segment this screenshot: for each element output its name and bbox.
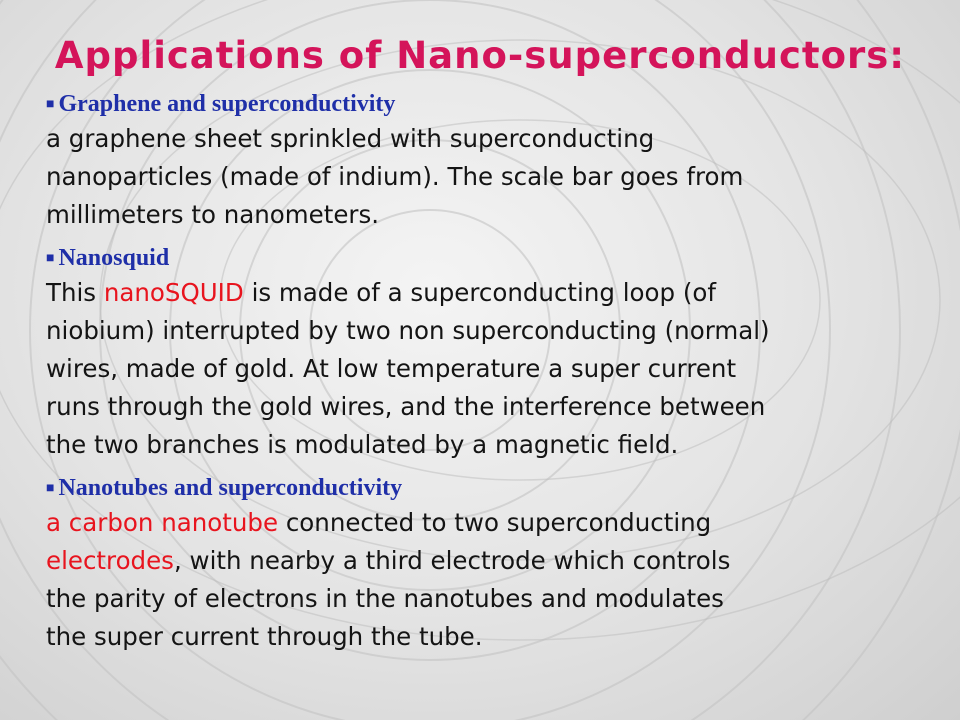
section-heading <box>46 88 936 120</box>
highlight-carbon-nanotube: a carbon nanotube <box>46 508 279 537</box>
section-heading <box>46 472 936 504</box>
section-heading-text: Nanotubes and superconductivity <box>58 475 403 501</box>
body-line: runs through the gold wires, and the interference between <box>46 392 766 421</box>
body-text: , with nearby a third electrode which controls <box>173 546 731 575</box>
body-line: a graphene sheet sprinkled with superconducting <box>46 124 655 153</box>
section-nanosquid <box>46 242 936 464</box>
highlight-nanosquid: nanoSQUID <box>103 278 244 307</box>
square-bullet-icon: ■ <box>46 97 55 112</box>
body-text: This <box>46 278 104 307</box>
section-body <box>46 504 936 656</box>
body-line: the super current through the tube. <box>46 622 483 651</box>
body-line <box>46 274 936 312</box>
body-line: the two branches is modulated by a magnetic field. <box>46 430 679 459</box>
section-heading-text: Nanosquid <box>58 245 170 271</box>
body-line: the parity of electrons in the nanotubes and modulates <box>46 584 724 613</box>
section-heading <box>46 242 936 274</box>
body-line: niobium) interrupted by two non superconducting (normal) <box>46 316 770 345</box>
section-heading-text: Graphene and superconductivity <box>58 91 396 117</box>
body-line <box>46 542 936 580</box>
square-bullet-icon: ■ <box>46 481 55 496</box>
highlight-electrodes: electrodes <box>46 546 174 575</box>
square-bullet-icon: ■ <box>46 251 55 266</box>
slide-title: Applications of Nano-superconductors: <box>54 34 906 77</box>
body-line: millimeters to nanometers. <box>46 200 380 229</box>
section-body <box>46 274 936 464</box>
body-text: is made of a superconducting loop (of <box>243 278 716 307</box>
section-graphene <box>46 88 936 234</box>
section-nanotubes <box>46 472 936 656</box>
body-line <box>46 504 936 542</box>
body-text: connected to two superconducting <box>278 508 712 537</box>
body-line: wires, made of gold. At low temperature a super current <box>46 354 737 383</box>
section-body <box>46 120 936 234</box>
body-line: nanoparticles (made of indium). The scale bar goes from <box>46 162 744 191</box>
